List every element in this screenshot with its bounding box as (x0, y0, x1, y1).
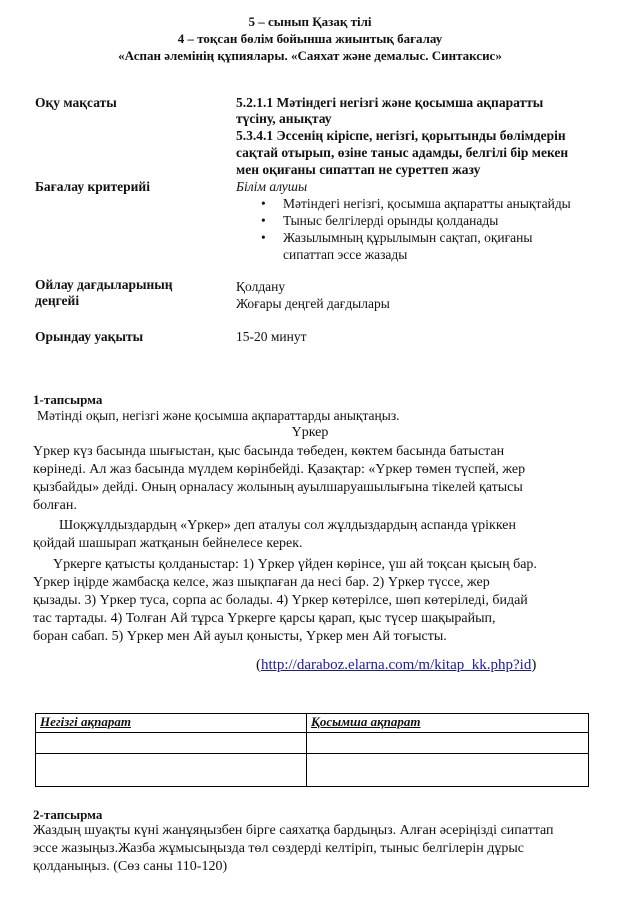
text-line: қойдай шашырап жатқанын бейнелесе керек. (33, 536, 303, 551)
text-line: эссе жазыңыз.Жазба жұмысыңызда төл сөздерді келтіріп, тыныс белгілерін дұрыс (33, 841, 524, 856)
source-link[interactable]: http://daraboz.elarna.com/m/kitap_kk.php?id (261, 657, 532, 673)
time-value: 15-20 минут (236, 329, 307, 344)
text-title: Үркер (291, 425, 329, 440)
objective-line: 5.2.1.1 Мәтіндегі негізгі және қосымша ақпаратты (236, 95, 544, 110)
table-cell-main[interactable] (36, 733, 307, 754)
criteria-item: • Жазылымның құрылымын сақтап, оқиғаны (261, 230, 533, 245)
criteria-label: Бағалау критерийі (35, 179, 150, 194)
text-line: болған. (33, 498, 77, 513)
objective-line: сақтай отырып, өзіне таныс адамды, белгілі бір мекен (236, 145, 569, 160)
header-grade-subject: 5 – сынып Қазақ тілі (248, 14, 372, 29)
criteria-item-continued: сипаттап эссе жазады (283, 247, 408, 262)
text-line: Үркер күз басында шығыстан, қыс басында төбеден, көктем басында батыстан (33, 444, 505, 459)
source-link-wrapper (256, 657, 536, 674)
table-header-main: Негізгі ақпарат (36, 714, 307, 733)
thinking-value: Қолдану (236, 279, 286, 294)
bullet-icon: • (261, 230, 266, 245)
source-paren: ) (531, 657, 537, 673)
time-label: Орындау уақыты (35, 329, 144, 344)
criteria-intro: Білім алушы (236, 179, 308, 194)
table-row (36, 733, 589, 754)
table-header-row (36, 714, 589, 733)
source-paren: ( (256, 657, 261, 673)
text-line: Шоқжұлдыздардың «Үркер» деп аталуы сол жұлдыздардың аспанда үріккен (59, 518, 517, 533)
text-line: қызады. 3) Үркер туса, сорпа ас болады. 4) Үркер көтерілсе, шөп көтеріледі, бидай (33, 593, 528, 608)
text-line: қызбайды» дейді. Оның орналасу жолының ауылшаруашылығына тікелей қатысы (33, 480, 523, 495)
thinking-label: Ойлау дағдыларының (35, 277, 173, 292)
header-topic: «Аспан әлемінің құпиялары. «Саяхат және демалыс. Синтаксис» (118, 48, 502, 63)
text-paragraph-2 (33, 517, 593, 553)
bullet-icon: • (261, 196, 266, 211)
text-line: боран сабап. 5) Үркер мен Ай ауыл қонысты, Үркер мен Ай тоғысты. (33, 629, 447, 644)
text-paragraph-3 (33, 556, 593, 646)
text-line: Жаздың шуақты күні жанұяңызбен бірге саяхатқа бардыңыз. Алған әсеріңізді сипаттап (33, 823, 554, 838)
bullet-icon: • (261, 213, 266, 228)
table-header-additional: Қосымша ақпарат (307, 714, 589, 733)
info-table (35, 713, 589, 787)
thinking-label: деңгейі (35, 293, 80, 308)
task2-title: 2-тапсырма (33, 807, 103, 822)
text-paragraph-1 (33, 443, 593, 515)
text-line: тас тартады. 4) Толған Ай тұрса Үркерге қарсы қарап, қыс түсер шақырайып, (33, 611, 496, 626)
table-cell-main[interactable] (36, 754, 307, 787)
table-row (36, 754, 589, 787)
table-cell-additional[interactable] (307, 733, 589, 754)
thinking-value: Жоғары деңгей дағдылары (236, 296, 390, 311)
text-line: Үркерге қатысты қолданыстар: 1) Үркер үйден көрінсе, үш ай тоқсан қысың бар. (53, 557, 537, 572)
task1-title: 1-тапсырма (33, 392, 103, 407)
objective-line: түсіну, анықтау (236, 111, 332, 126)
header-assessment: 4 – тоқсан бөлім бойынша жиынтық бағалау (177, 31, 443, 46)
objective-label: Оқу мақсаты (35, 95, 117, 110)
text-line: қолданыңыз. (Сөз саны 110-120) (33, 859, 228, 874)
table-cell-additional[interactable] (307, 754, 589, 787)
criteria-item: • Тыныс белгілерді орынды қолданады (261, 213, 499, 228)
objective-line: мен оқиғаны сипаттап не суреттеп жазу (236, 162, 481, 177)
text-line: көрінеді. Ал жаз басында мүлдем көрінбейді. Қазақтар: «Үркер төмен түспей, жер (33, 462, 526, 477)
objective-line: 5.3.4.1 Эссенің кіріспе, негізгі, қорытынды бөлімдерін (236, 128, 566, 143)
criteria-item: • Мәтіндегі негізгі, қосымша ақпаратты анықтайды (261, 196, 571, 211)
task2-text (33, 822, 593, 876)
text-line: Үркер іңірде жамбасқа келсе, жаз шықпаған да несі бар. 2) Үркер түссе, жер (33, 575, 490, 590)
task1-instruction: Мәтінді оқып, негізгі және қосымша ақпараттарды анықтаңыз. (37, 408, 400, 423)
